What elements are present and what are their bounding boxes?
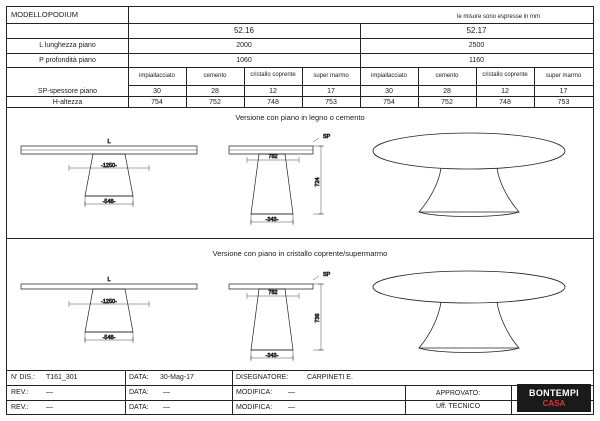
svg-text:736: 736 — [315, 313, 321, 323]
divider — [7, 107, 593, 108]
svg-text:SP: SP — [323, 134, 331, 140]
brand-logo — [517, 384, 591, 412]
height-value: 754 — [151, 99, 163, 106]
material-header: cemento — [203, 73, 227, 79]
approved-value: Uff. TECNICO — [435, 403, 481, 410]
row-label-height: H-altezza — [52, 99, 83, 106]
svg-text:L: L — [107, 277, 111, 283]
material-header: impiallacciato — [370, 73, 407, 79]
height-value: 748 — [267, 99, 279, 106]
thickness-value: 17 — [327, 88, 335, 95]
material-header: cemento — [435, 73, 459, 79]
rev1-value: — — [46, 389, 53, 396]
model-name: PODIUM — [48, 10, 78, 19]
thickness-value: 30 — [385, 88, 393, 95]
svg-text:782: 782 — [268, 154, 278, 160]
svg-text:-343-: -343- — [265, 217, 279, 223]
svg-text:782: 782 — [268, 290, 278, 296]
thickness-value: 12 — [269, 88, 277, 95]
data2-value: — — [163, 389, 170, 396]
divider — [7, 370, 593, 371]
svg-text:-1250-: -1250- — [101, 163, 117, 169]
data3-value: — — [163, 404, 170, 411]
thickness-value: 30 — [153, 88, 161, 95]
svg-text:-548-: -548- — [102, 199, 116, 205]
thickness-value: 28 — [443, 88, 451, 95]
svg-text:L: L — [107, 139, 111, 145]
material-header: cristallo coprente — [250, 72, 296, 78]
svg-text:-343-: -343- — [265, 353, 279, 359]
data-value: 30-Mag-17 — [160, 374, 194, 381]
divider — [7, 53, 593, 54]
svg-text:724: 724 — [315, 177, 321, 187]
thickness-value: 12 — [501, 88, 509, 95]
brand-name: BONTEMPI — [529, 388, 579, 398]
data-label: DATA: — [129, 374, 149, 381]
material-header: cristallo coprente — [482, 72, 528, 78]
row-label-thickness: SP-spessore piano — [37, 88, 98, 95]
depth-52-16: 1060 — [236, 57, 252, 64]
material-header: impiallacciato — [138, 73, 175, 79]
code-52-16: 52.16 — [233, 26, 255, 35]
rev1-label: REV.: — [11, 389, 29, 396]
designer-value: CARPINETI E. — [307, 374, 353, 381]
mod2-label: MODIFICA: — [236, 404, 273, 411]
svg-text:-548-: -548- — [102, 335, 116, 341]
height-value: 752 — [209, 99, 221, 106]
material-header: super marmo — [545, 73, 582, 79]
row-label-depth: P profondità piano — [39, 57, 96, 64]
svg-text:-1250-: -1250- — [101, 299, 117, 305]
code-52-17: 52.17 — [466, 26, 487, 35]
divider — [7, 23, 593, 24]
data3-label: DATA: — [129, 404, 149, 411]
height-value: 748 — [499, 99, 511, 106]
divider — [7, 400, 593, 401]
brand-subname: CASA — [542, 399, 566, 408]
mod1-value: — — [288, 389, 295, 396]
section-1-views — [7, 124, 593, 236]
designer-label: DISEGNATORE: — [236, 374, 289, 381]
depth-52-17: 1160 — [468, 57, 485, 64]
thickness-value: 28 — [211, 88, 219, 95]
divider — [7, 38, 593, 39]
divider — [7, 67, 593, 68]
length-52-17: 2500 — [468, 42, 485, 49]
divider — [511, 385, 512, 415]
dis-label: N' DIS.: — [11, 374, 35, 381]
section-1-title: Versione con piano in legno o cemento — [235, 113, 365, 122]
divider — [7, 385, 593, 386]
rev2-label: REV.: — [11, 404, 29, 411]
section-2-views — [7, 260, 593, 372]
length-52-16: 2000 — [236, 42, 252, 49]
mod2-value: — — [288, 404, 295, 411]
height-value: 752 — [441, 99, 453, 106]
model-label: MODELLO: — [11, 10, 50, 19]
approved-label: APPROVATO: — [435, 390, 481, 397]
data2-label: DATA: — [129, 389, 149, 396]
height-value: 753 — [325, 99, 337, 106]
divider — [232, 370, 233, 415]
thickness-value: 17 — [559, 88, 568, 95]
dis-value: T161_301 — [46, 374, 78, 381]
rev2-value: — — [46, 404, 53, 411]
mod1-label: MODIFICA: — [236, 389, 273, 396]
units-note: le misure sono espresse in mm — [457, 14, 541, 20]
row-label-length: L lunghezza piano — [39, 42, 96, 49]
divider — [7, 96, 593, 97]
material-header: super marmo — [313, 73, 349, 79]
height-value: 753 — [557, 99, 570, 106]
divider — [125, 370, 126, 415]
section-2-title: Versione con piano in cristallo coprente/supermarmo — [212, 249, 388, 258]
divider — [7, 238, 593, 239]
svg-text:SP: SP — [323, 272, 331, 278]
height-value: 754 — [383, 99, 395, 106]
